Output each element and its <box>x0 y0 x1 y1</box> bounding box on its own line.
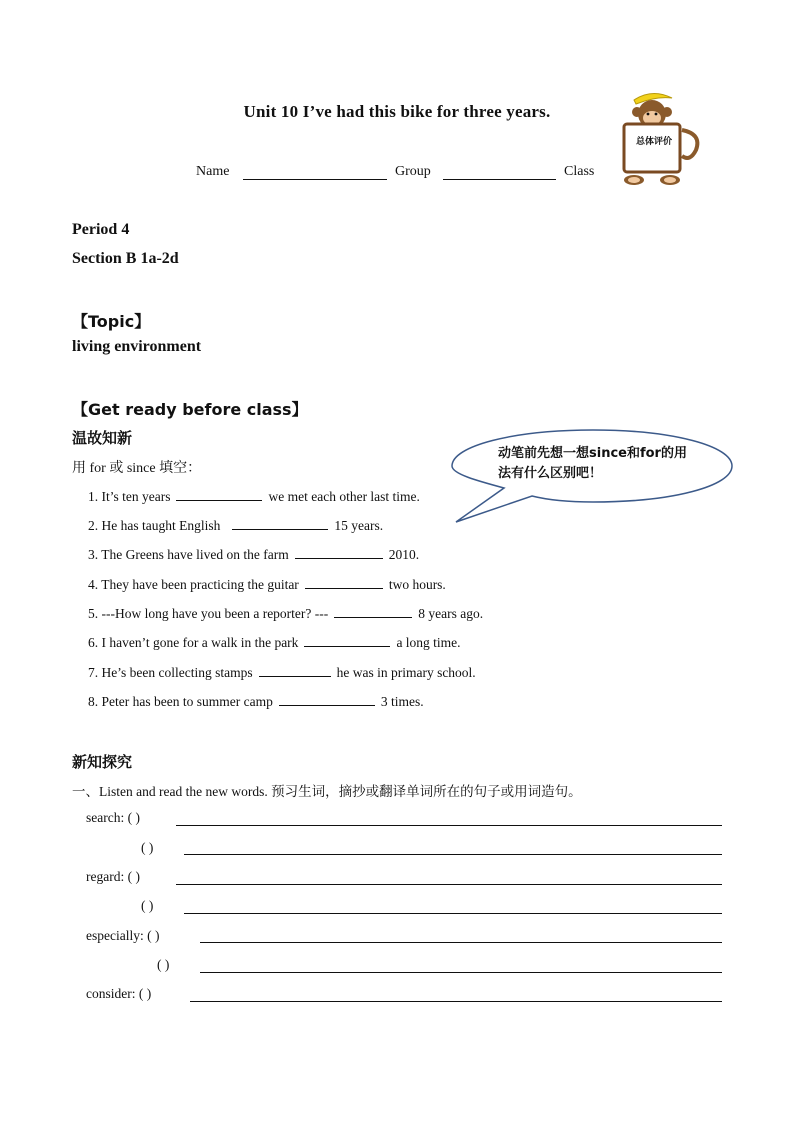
name-blank[interactable] <box>243 179 387 180</box>
name-label: Name <box>196 164 230 179</box>
question-8: 8. Peter has been to summer camp 3 times. <box>88 694 424 709</box>
answer-blank[interactable] <box>334 605 412 618</box>
period-label: Period 4 <box>72 221 130 238</box>
review-heading: 温故知新 <box>72 429 133 447</box>
topic-text: living environment <box>72 338 202 355</box>
answer-blank[interactable] <box>176 488 262 501</box>
write-line[interactable] <box>176 884 722 885</box>
mascot-sign-text: 总体评价 <box>635 137 672 147</box>
question-2: 2. He has taught English 15 years. <box>88 518 384 533</box>
worksheet-title: Unit 10 I’ve had this bike for three years. <box>243 102 551 121</box>
question-3: 3. The Greens have lived on the farm 2010. <box>88 547 420 562</box>
question-6: 6. I haven’t gone for a walk in the park a long time. <box>88 635 461 650</box>
write-line[interactable] <box>184 913 722 914</box>
answer-blank[interactable] <box>295 546 383 559</box>
ready-heading: 【Get ready before class】 <box>72 400 308 419</box>
section-label: Section B 1a-2d <box>72 250 179 267</box>
question-4: 4. They have been practicing the guitar two hours. <box>88 577 446 592</box>
topic-heading: 【Topic】 <box>72 312 151 331</box>
new-heading: 新知探究 <box>72 753 133 771</box>
class-label: Class <box>564 164 595 179</box>
word-row-search: search: ( ) <box>86 810 140 825</box>
write-line[interactable] <box>176 825 722 826</box>
bubble-text: 动笔前先想一想since和for的用法有什么区别吧！ <box>498 446 687 481</box>
group-label: Group <box>395 164 431 179</box>
word-row-especially: especially: ( ) <box>86 928 160 943</box>
write-line[interactable] <box>200 942 722 943</box>
word-row-search-2: ( ) <box>141 840 154 855</box>
word-row-especially-2: ( ) <box>157 957 170 972</box>
answer-blank[interactable] <box>232 517 328 530</box>
instruction-text: 用 for 或 since 填空： <box>72 461 202 476</box>
answer-blank[interactable] <box>259 664 331 677</box>
word-row-regard-2: ( ) <box>141 898 154 913</box>
group-blank[interactable] <box>443 179 556 180</box>
part1-instruction: 一、Listen and read the new words. 预习生词，摘抄或翻译单词所在的句子或用词造句。 <box>72 784 582 799</box>
question-1: 1. It’s ten years we met each other last time. <box>88 489 420 504</box>
write-line[interactable] <box>190 1001 722 1002</box>
answer-blank[interactable] <box>304 634 390 647</box>
answer-blank[interactable] <box>305 576 383 589</box>
word-row-consider: consider: ( ) <box>86 986 152 1001</box>
write-line[interactable] <box>184 854 722 855</box>
question-5: 5. ---How long have you been a reporter? --- 8 years ago. <box>88 606 484 621</box>
word-row-regard: regard: ( ) <box>86 869 140 884</box>
answer-blank[interactable] <box>279 693 375 706</box>
question-7: 7. He’s been collecting stamps he was in primary school. <box>88 665 476 680</box>
write-line[interactable] <box>200 972 722 973</box>
